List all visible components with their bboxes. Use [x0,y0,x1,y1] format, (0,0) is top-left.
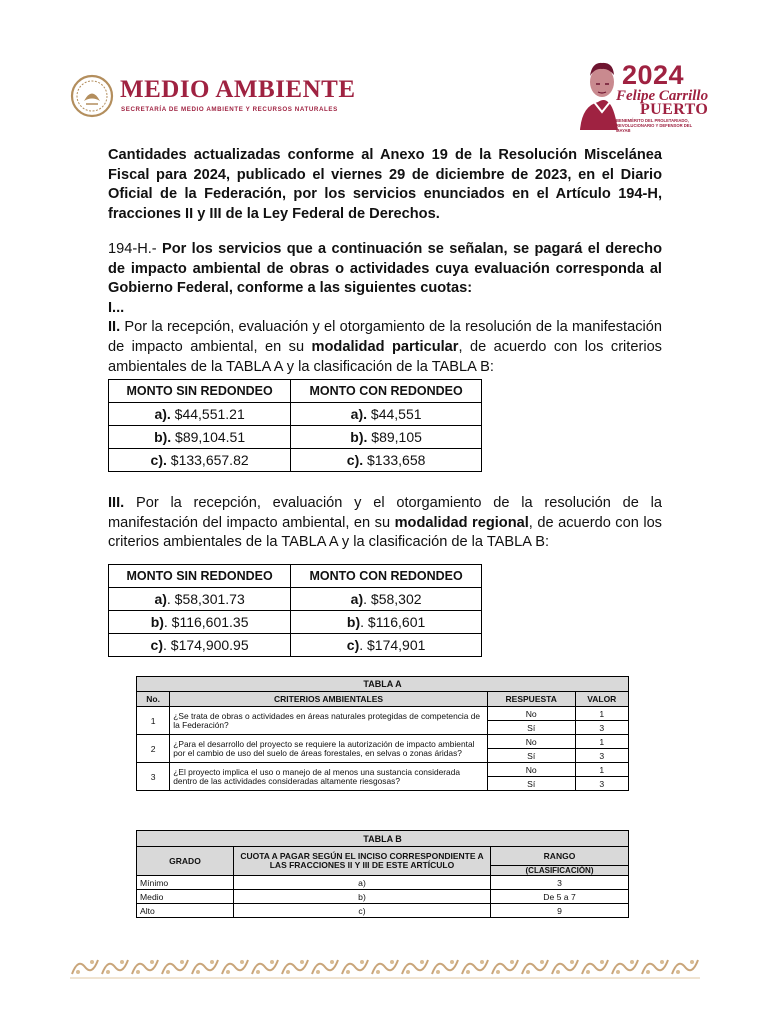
quota-label: a) [234,876,491,890]
answer-value: 1 [575,735,628,749]
article-paragraph [108,240,662,377]
amount-value: $89,105 [367,429,422,445]
inciso-label: c). [346,452,364,468]
tabla-a-title: TABLA A [137,677,629,692]
criterion-text: ¿Para el desarrollo del proyecto se requiere la autorización de impacto ambiental por el cambio de uso del suelo de áreas forestales, en selvas o zonas áridas? [170,735,488,763]
column-header: MONTO CON REDONDEO [291,380,482,403]
fraction-ii-label: II. [108,319,121,336]
honoree-caption: BENEMÉRITO DEL PROLETARIADO, REVOLUCIONARIO Y DEFENSOR DEL MAYAB [616,118,693,133]
column-header: MONTO SIN REDONDEO [109,380,291,403]
fraction-ii-bold: modalidad particular [311,338,459,355]
fraction-iii-label: III. [108,495,125,511]
table-row [137,904,629,918]
column-header: MONTO CON REDONDEO [291,565,482,588]
column-header: RANGO [491,847,629,866]
table-row [109,634,482,657]
article-intro: Por los servicios que a continuación se señalan, se pagará el derecho de impacto ambiental de obras o actividades cuya evaluación corresponda al Gobierno Federal, conforme a las siguientes cuotas: [108,241,663,297]
amount-value: $133,657.82 [166,452,249,468]
amount-value: $44,551.21 [170,406,245,422]
fraction-iii-bold: modalidad regional [394,514,529,531]
inciso-label: c) [346,637,360,653]
table-row [109,403,482,426]
brand-subtitle: SECRETARÍA DE MEDIO AMBIENTE Y RECURSOS NATURALES [121,106,338,113]
honoree-first-name: Felipe Carrillo [616,88,709,104]
brand-title: MEDIO AMBIENTE [120,76,356,103]
inciso-label: a) [154,591,167,607]
answer-value: 1 [575,763,628,777]
national-seal-icon [70,74,114,118]
table-row [137,890,629,904]
amount-value: . $174,900.95 [163,637,249,653]
tabla-b [136,830,629,918]
criterion-text: ¿El proyecto implica el uso o manejo de al menos una sustancia considerada dentro de las actividades consideradas altamente riesgosas? [170,763,488,791]
table-row [109,449,482,472]
criterion-number: 3 [137,763,170,791]
inciso-label: c) [150,637,163,653]
table-row [109,611,482,634]
fraction-iii-paragraph [108,494,662,553]
table-row [137,763,629,777]
column-header: VALOR [575,692,628,707]
amount-value: $133,658 [363,452,426,468]
answer-label: Sí [487,721,575,735]
inciso-label: a) [350,591,364,607]
amount-value: . $116,601 [360,614,426,630]
fraction-iii-text-a: Por la recepción, evaluación y el otorgamiento de la resolución de la manifestación del impacto ambiental, en su [108,495,662,531]
answer-label: Sí [487,777,575,791]
range-value: 3 [491,876,629,890]
honoree-last-name: PUERTO [640,101,709,118]
column-header: CRITERIOS AMBIENTALES [170,692,488,707]
amount-value: . $116,601.35 [163,614,249,630]
quota-label: b) [234,890,491,904]
amount-table-particular [108,379,482,472]
answer-label: No [487,735,575,749]
answer-label: No [487,707,575,721]
year-label: 2024 [622,60,685,90]
amount-value: $89,104.51 [171,429,246,445]
table-row [137,707,629,721]
column-header: MONTO SIN REDONDEO [109,565,291,588]
table-row [137,876,629,890]
amount-value: $44,551 [367,406,422,422]
column-header: RESPUESTA [487,692,575,707]
answer-value: 3 [575,777,628,791]
inciso-label: b). [154,429,172,445]
answer-value: 3 [575,721,628,735]
amount-table-regional [108,564,482,657]
criterion-number: 1 [137,707,170,735]
grade-label: Mínimo [137,876,234,890]
column-subheader: (CLASIFICACIÓN) [491,866,629,876]
fraction-i: I... [108,299,125,316]
inciso-label: b) [150,614,164,630]
column-header: No. [137,692,170,707]
inciso-label: b) [346,614,361,630]
criterion-text: ¿Se trata de obras o actividades en áreas naturales protegidas de competencia de la Federación? [170,707,488,735]
table-row [109,426,482,449]
grade-label: Medio [137,890,234,904]
table-row [137,735,629,749]
answer-value: 3 [575,749,628,763]
inciso-label: c). [150,452,167,468]
range-value: De 5 a 7 [491,890,629,904]
answer-label: Sí [487,749,575,763]
column-header: CUOTA A PAGAR SEGÚN EL INCISO CORRESPONDIENTE A LAS FRACCIONES II Y III DE ESTE ARTÍCULO [234,847,491,876]
criterion-number: 2 [137,735,170,763]
amount-value: . $174,901 [359,637,426,653]
fraction-ii-text-b: , de acuerdo con los criterios ambientales de la TABLA A y la clasificación de la TABLA B: [108,338,662,375]
answer-value: 1 [575,707,628,721]
tabla-b-title: TABLA B [137,831,629,847]
tabla-a [136,676,629,791]
inciso-label: b). [350,429,368,445]
decorative-footer-pattern [70,954,700,980]
table-row [109,588,482,611]
amount-value: . $58,301.73 [166,591,245,607]
article-ref: 194-H.- [108,241,163,257]
document-heading: Cantidades actualizadas conforme al Anexo 19 de la Resolución Miscelánea Fiscal para 2024, publicado el viernes 29 de diciembre de 2023, en el Diario Oficial de la Federación, por los servicios enunciados en el Artículo 194-H, fracciones II y III de la Ley Federal de Derechos. [108,147,662,222]
grade-label: Alto [137,904,234,918]
quota-label: c) [234,904,491,918]
answer-label: No [487,763,575,777]
range-value: 9 [491,904,629,918]
column-header: GRADO [137,847,234,876]
amount-value: . $58,302 [363,591,422,607]
inciso-label: a). [154,406,171,422]
fraction-ii-text-a: Por la recepción, evaluación y el otorgamiento de la resolución de la manifestación de impacto ambiental, en su [108,319,662,355]
inciso-label: a). [350,406,368,422]
fraction-iii-text-b: , de acuerdo con los criterios ambientales de la TABLA A y la clasificación de la TABLA B: [108,514,662,551]
